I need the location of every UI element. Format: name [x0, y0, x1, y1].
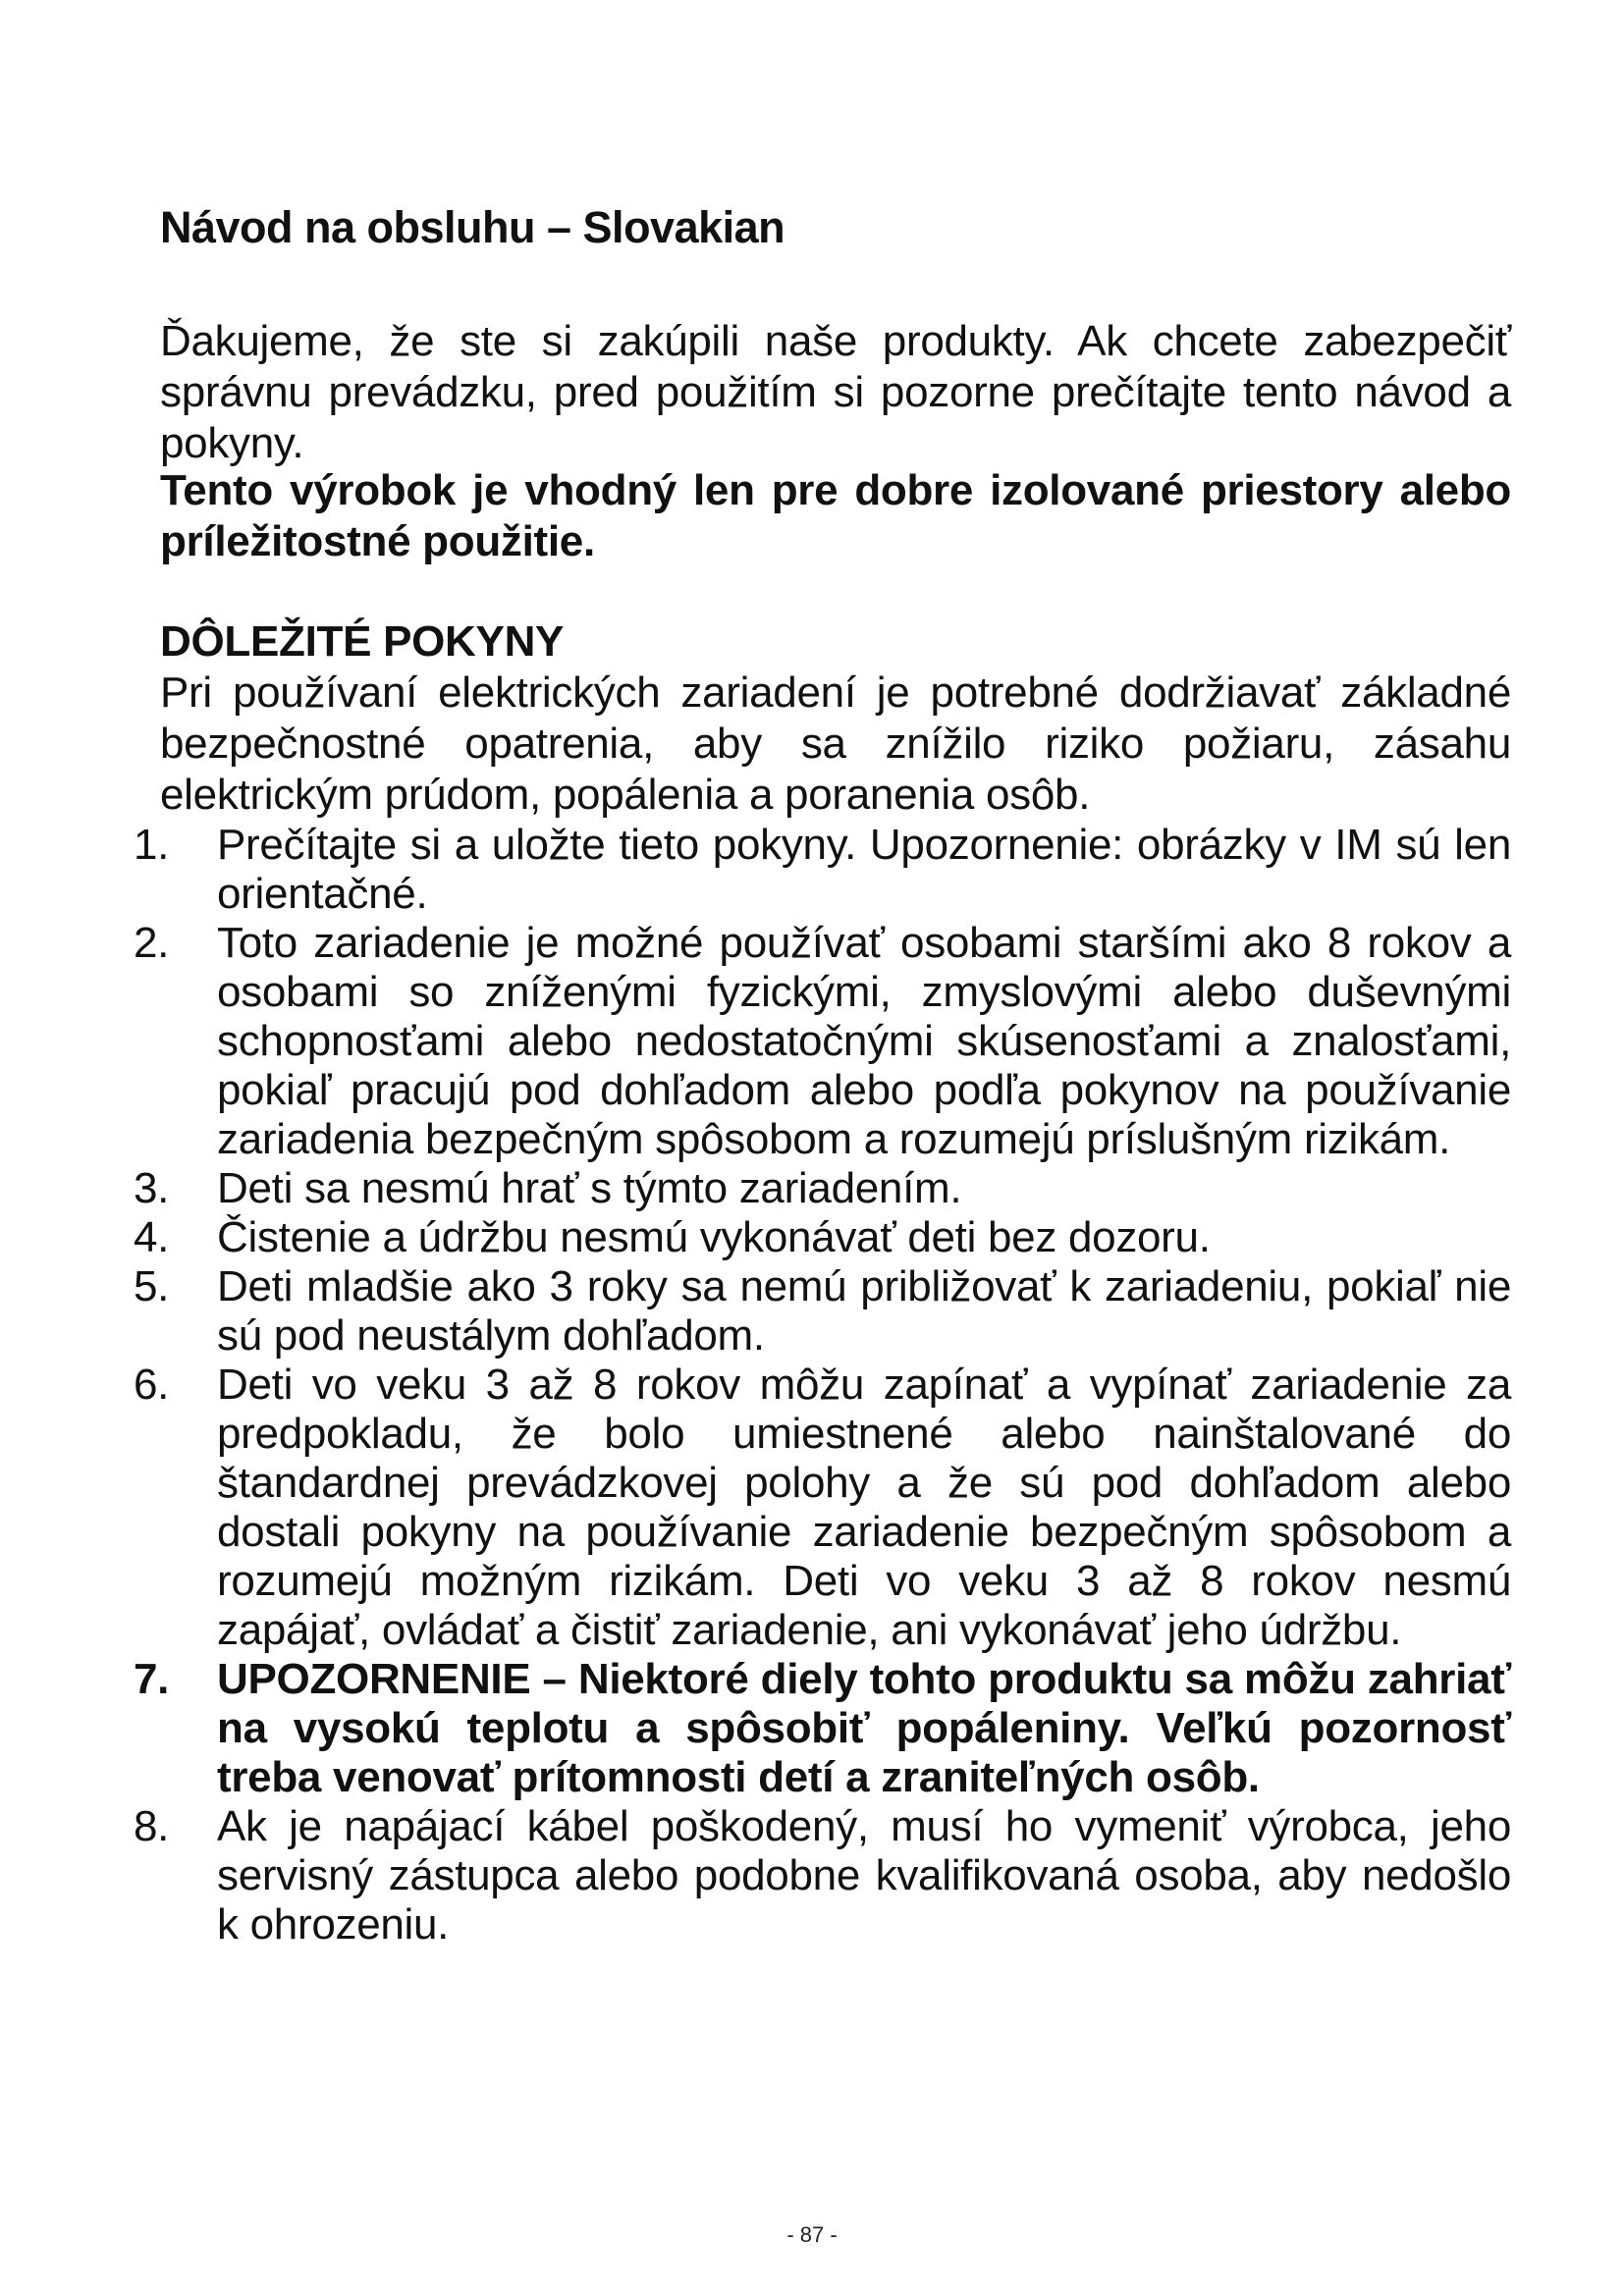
instruction-text: Ak je napájací kábel poškodený, musí ho vymeniť výrobca, jeho servisný zástupca alebo podobne kvalifikovaná osoba, aby nedošlo k ohrozeniu. [217, 1802, 1511, 1949]
instruction-text: UPOZORNENIE – Niektoré diely tohto produktu sa môžu zahriať na vysokú teplotu a spôsobiť popáleniny. Veľkú pozornosť treba venovať prítomnosti detí a zraniteľných osôb. [217, 1655, 1511, 1801]
instruction-text: Deti sa nesmú hrať s týmto zariadením. [217, 1164, 962, 1212]
instruction-list [134, 821, 1511, 1949]
instruction-text: Deti mladšie ako 3 roky sa nemú približovať k zariadeniu, pokiaľ nie sú pod neustálym dohľadom. [217, 1262, 1511, 1360]
page-number: - 87 - [786, 2222, 838, 2247]
instruction-item-2 [134, 919, 1511, 1164]
instruction-number: 6. [134, 1361, 170, 1409]
instruction-number: 1. [134, 821, 170, 869]
instruction-number: 5. [134, 1262, 170, 1310]
instruction-item-1 [134, 821, 1511, 919]
intro-section [160, 316, 1511, 469]
instruction-number: 3. [134, 1164, 170, 1212]
usage-notice: Tento výrobok je vhodný len pre dobre izolované priestory alebo príležitostné použitie. [160, 466, 1511, 565]
instruction-text: Prečítajte si a uložte tieto pokyny. Upozornenie: obrázky v IM sú len orientačné. [217, 821, 1511, 918]
intro-paragraph: Ďakujeme, že ste si zakúpili naše produkty. Ak chcete zabezpečiť správnu prevádzku, pred použitím si pozorne prečítajte tento návod a pokyny. [160, 317, 1511, 467]
instruction-item-4 [134, 1213, 1511, 1262]
instruction-item-3 [134, 1164, 1511, 1213]
important-instructions-intro: Pri používaní elektrických zariadení je potrebné dodržiavať základné bezpečnostné opatrenia, aby sa znížilo riziko požiaru, zásahu elektrickým prúdom, popálenia a poranenia osôb. [160, 668, 1511, 819]
instruction-text: Toto zariadenie je možné používať osobami staršími ako 8 rokov a osobami so zníženými fyzickými, zmyslovými alebo duševnými schopnosťami alebo nedostatočnými skúsenosťami a znalosťami, pokiaľ pracujú pod dohľadom alebo podľa pokynov na používanie zariadenia bezpečným spôsobom a rozumejú príslušným rizikám. [217, 919, 1511, 1163]
instruction-item-6 [134, 1361, 1511, 1655]
important-instructions-heading: DÔLEŽITÉ POKYNY [160, 617, 565, 666]
instruction-item-7-warning [134, 1655, 1511, 1802]
instruction-item-5 [134, 1262, 1511, 1361]
instruction-number: 7. [134, 1655, 170, 1703]
page-title: Návod na obsluhu – Slovakian [160, 202, 785, 252]
instruction-item-8 [134, 1802, 1511, 1949]
instruction-text: Deti vo veku 3 až 8 rokov môžu zapínať a vypínať zariadenie za predpokladu, že bolo umiestnené alebo nainštalované do štandardnej prevádzkovej polohy a že sú pod dohľadom alebo dostali pokyny na používanie zariadenie bezpečným spôsobom a rozumejú možným rizikám. Deti vo veku 3 až 8 rokov nesmú zapájať, ovládať a čistiť zariadenie, ani vykonávať jeho údržbu. [217, 1361, 1511, 1654]
instruction-text: Čistenie a údržbu nesmú vykonávať deti bez dozoru. [217, 1213, 1211, 1261]
instruction-number: 4. [134, 1213, 170, 1261]
instruction-number: 2. [134, 919, 170, 967]
instruction-number: 8. [134, 1802, 170, 1850]
